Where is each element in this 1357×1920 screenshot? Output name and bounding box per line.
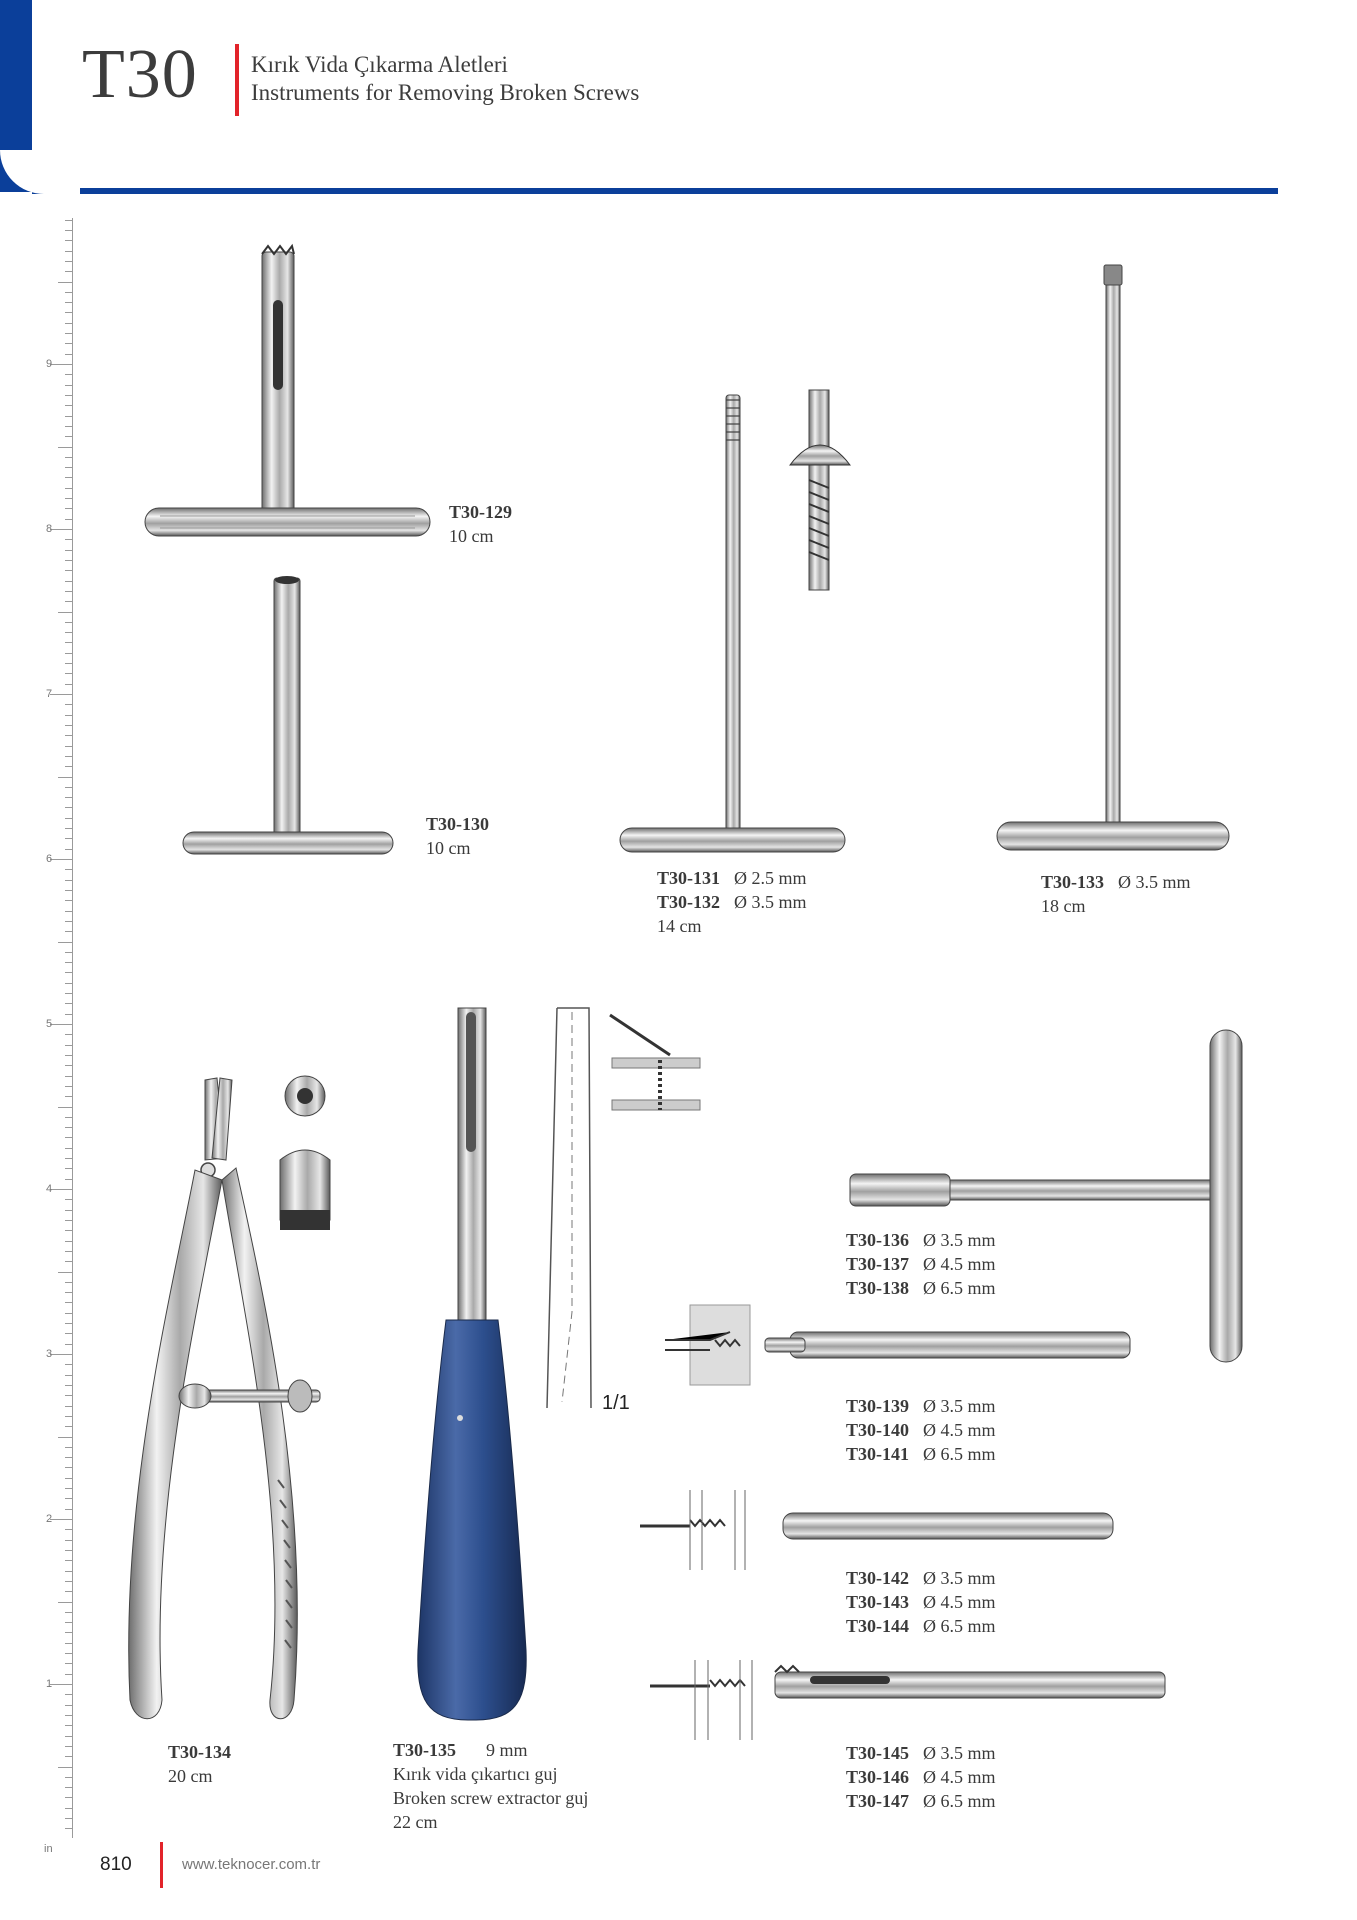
- product-code: T30-142: [846, 1568, 909, 1588]
- product-spec: Ø 6.5 mm: [923, 1791, 996, 1811]
- product-code: T30-129: [449, 502, 512, 522]
- instrument-t30-139: [665, 1305, 1130, 1385]
- product-code: T30-145: [846, 1743, 909, 1763]
- product-code: T30-133: [1041, 872, 1104, 892]
- label-t30-145-147: [846, 1741, 996, 1813]
- product-spec: 9 mm: [486, 1740, 528, 1760]
- ruler-number: 1: [46, 1678, 53, 1690]
- product-code: T30-130: [426, 814, 489, 834]
- product-code: T30-132: [657, 892, 720, 912]
- product-size: 18 cm: [1041, 896, 1086, 916]
- website-link[interactable]: www.teknocer.com.tr: [182, 1856, 321, 1873]
- section-title-tr: Kırık Vida Çıkarma Aletleri: [251, 52, 508, 77]
- ruler-number: 2: [46, 1513, 53, 1525]
- page-number: 810: [100, 1854, 132, 1875]
- product-desc-en: Broken screw extractor guj: [393, 1788, 589, 1808]
- product-spec: Ø 3.5 mm: [923, 1568, 996, 1588]
- product-code: T30-134: [168, 1742, 231, 1762]
- section-title-en: Instruments for Removing Broken Screws: [251, 80, 640, 105]
- ruler-unit: in: [44, 1843, 53, 1855]
- product-code: T30-137: [846, 1254, 909, 1274]
- label-t30-129: [449, 500, 512, 548]
- product-code: T30-141: [846, 1444, 909, 1464]
- product-spec: Ø 4.5 mm: [923, 1592, 996, 1612]
- label-t30-135: [393, 1738, 588, 1834]
- product-desc-tr: Kırık vida çıkartıcı guj: [393, 1764, 558, 1784]
- label-t30-130: [426, 812, 489, 860]
- product-code: T30-146: [846, 1767, 909, 1787]
- label-t30-136-138: [846, 1228, 996, 1300]
- product-spec: Ø 4.5 mm: [923, 1767, 996, 1787]
- label-t30-142-144: [846, 1566, 996, 1638]
- ruler-number: 3: [46, 1348, 53, 1360]
- ruler-number: 4: [46, 1183, 53, 1195]
- product-size: 14 cm: [657, 916, 702, 936]
- instrument-t30-131: [620, 390, 850, 852]
- product-code: T30-143: [846, 1592, 909, 1612]
- ruler-number: 9: [46, 358, 53, 370]
- label-t30-131-132: [657, 866, 807, 938]
- ruler-number: 8: [46, 523, 53, 535]
- product-spec: Ø 3.5 mm: [1118, 872, 1191, 892]
- product-size: 10 cm: [426, 838, 471, 858]
- product-spec: Ø 4.5 mm: [923, 1420, 996, 1440]
- scale-label: 1/1: [602, 1392, 630, 1414]
- label-t30-134: [168, 1740, 231, 1788]
- product-code: T30-136: [846, 1230, 909, 1250]
- instrument-t30-133: [997, 265, 1229, 850]
- label-t30-139-141: [846, 1394, 996, 1466]
- product-spec: Ø 3.5 mm: [923, 1396, 996, 1416]
- product-spec: Ø 6.5 mm: [923, 1278, 996, 1298]
- product-size: 22 cm: [393, 1812, 438, 1832]
- instrument-t30-134: [129, 1076, 330, 1719]
- product-spec: Ø 3.5 mm: [734, 892, 807, 912]
- product-spec: Ø 2.5 mm: [734, 868, 807, 888]
- label-t30-133: [1041, 870, 1191, 918]
- ruler-number: 7: [46, 688, 53, 700]
- ruler-number: 5: [46, 1018, 53, 1030]
- product-size: 10 cm: [449, 526, 494, 546]
- product-spec: Ø 3.5 mm: [923, 1230, 996, 1250]
- product-code: T30-131: [657, 868, 720, 888]
- product-spec: Ø 6.5 mm: [923, 1616, 996, 1636]
- instrument-t30-136: [850, 1030, 1242, 1362]
- product-code: T30-135: [393, 1740, 456, 1760]
- product-code: T30-147: [846, 1791, 909, 1811]
- product-size: 20 cm: [168, 1766, 213, 1786]
- section-code: T30: [82, 36, 198, 113]
- instrument-t30-135: [418, 1008, 700, 1720]
- product-code: T30-144: [846, 1616, 909, 1636]
- footer-red-divider: [160, 1842, 163, 1888]
- ruler-number: 6: [46, 853, 53, 865]
- instrument-t30-130: [183, 576, 393, 854]
- product-code: T30-140: [846, 1420, 909, 1440]
- product-spec: Ø 3.5 mm: [923, 1743, 996, 1763]
- product-code: T30-139: [846, 1396, 909, 1416]
- product-spec: Ø 6.5 mm: [923, 1444, 996, 1464]
- product-code: T30-138: [846, 1278, 909, 1298]
- instrument-t30-129: [145, 246, 430, 536]
- instrument-t30-145: [650, 1660, 1165, 1740]
- instrument-t30-142: [640, 1490, 1113, 1570]
- product-spec: Ø 4.5 mm: [923, 1254, 996, 1274]
